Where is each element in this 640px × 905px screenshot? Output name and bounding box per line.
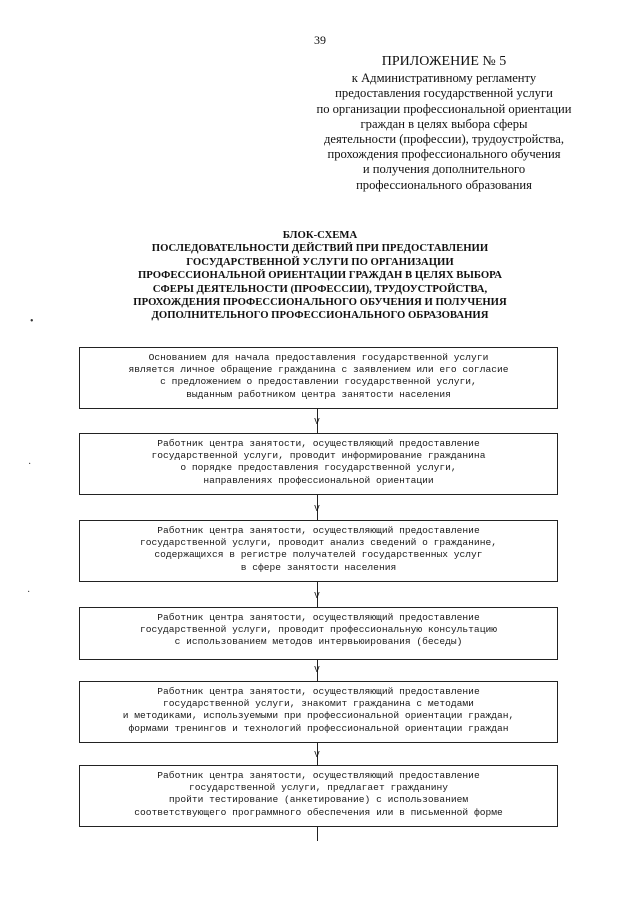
appendix-line: по организации профессиональной ориентации [316,101,572,116]
appendix-line: и получения дополнительного [362,162,526,177]
appendix-header [296,54,592,193]
step-text-line: государственной услуги, проводит анализ сведений о гражданине, [140,537,497,549]
step-text-line: государственной услуги, знакомит гражданина с методами [163,698,474,710]
step-text-line: государственной услуги, предлагает гражданину [188,782,449,794]
page-number: 39 [314,33,326,47]
step-text-line: содержащихся в регистре получателей государственных услуг [154,549,483,561]
arrow-down-icon: V [314,665,320,675]
title-line: ПРОФЕССИОНАЛЬНОЙ ОРИЕНТАЦИИ ГРАЖДАН В ЦЕЛЯХ ВЫБОРА [137,269,503,282]
flow-arrow-line [317,827,318,841]
flowchart-step-1 [79,347,558,409]
step-text-line: Работник центра занятости, осуществляющий предоставление [157,525,480,536]
step-text-line: о порядке предоставления государственной услуги, [180,462,457,474]
flowchart-step-6 [79,765,558,827]
step-text-line: государственной услуги, проводит профессиональную консультацию [140,624,497,636]
step-text-line: с использованием методов интервьюирования (беседы) [174,636,463,648]
step-text-line: соответствующего программного обеспечения или в письменной форме [134,806,503,818]
arrow-down-icon: V [314,591,320,601]
appendix-line: предоставления государственной услуги [335,86,553,101]
step-text-line: Работник центра занятости, осуществляющий предоставление [157,770,480,781]
flowchart-title [86,229,554,323]
step-text-line: с предложением о предоставлении государственной услуги, [160,376,477,388]
flowchart-step-2 [79,433,558,495]
appendix-line: деятельности (профессии), трудоустройства, [324,132,564,147]
step-text-line: Работник центра занятости, осуществляющий предоставление [157,438,480,449]
arrow-down-icon: V [314,417,320,427]
scan-mark-icon: • [30,316,34,327]
step-text-line: и методиками, используемыми при профессиональной ориентации граждан, [122,710,515,722]
appendix-line: профессионального образования [356,177,532,192]
title-line: БЛОК-СХЕМА [282,229,358,241]
step-text-line: Работник центра занятости, осуществляющий предоставление [157,686,480,697]
step-text-line: Основанием для начала предоставления государственной услуги [148,352,489,363]
arrow-down-icon: V [314,504,320,514]
step-text-line: является личное обращение гражданина с заявлением или его согласие [128,364,509,376]
step-text-line: выданным работником центра занятости населения [186,388,451,400]
scan-mark-icon: · [27,587,31,598]
step-text-line: формами тренингов и технологий профессиональной ориентации граждан [128,722,509,734]
flowchart-step-3 [79,520,558,582]
arrow-down-icon: V [314,750,320,760]
step-text-line: направлениях профессиональной ориентации [203,474,434,486]
step-text-line: государственной услуги, проводит информирование гражданина [151,450,486,462]
title-line: ПОСЛЕДОВАТЕЛЬНОСТИ ДЕЙСТВИЙ ПРИ ПРЕДОСТАВЛЕНИИ [151,242,489,255]
title-line: ПРОХОЖДЕНИЯ ПРОФЕССИОНАЛЬНОГО ОБУЧЕНИЯ И ПОЛУЧЕНИЯ [133,296,507,309]
step-text-line: в сфере занятости населения [240,561,397,573]
title-line: ГОСУДАРСТВЕННОЙ УСЛУГИ ПО ОРГАНИЗАЦИИ [186,255,454,268]
title-line: ДОПОЛНИТЕЛЬНОГО ПРОФЕССИОНАЛЬНОГО ОБРАЗОВАНИЯ [151,309,489,322]
step-text-line: пройти тестирование (анкетирование) с использованием [168,794,469,806]
appendix-line: прохождения профессионального обучения [327,147,561,162]
appendix-number: ПРИЛОЖЕНИЕ № 5 [381,54,507,69]
flowchart-step-5 [79,681,558,743]
step-text-line: Работник центра занятости, осуществляющий предоставление [157,612,480,623]
flowchart-step-4 [79,607,558,660]
title-line: СФЕРЫ ДЕЯТЕЛЬНОСТИ (ПРОФЕССИИ), ТРУДОУСТРОЙСТВА, [152,282,488,295]
scan-mark-icon: · [28,459,32,470]
appendix-line: граждан в целях выбора сферы [360,116,528,131]
appendix-line: к Административному регламенту [351,71,537,86]
